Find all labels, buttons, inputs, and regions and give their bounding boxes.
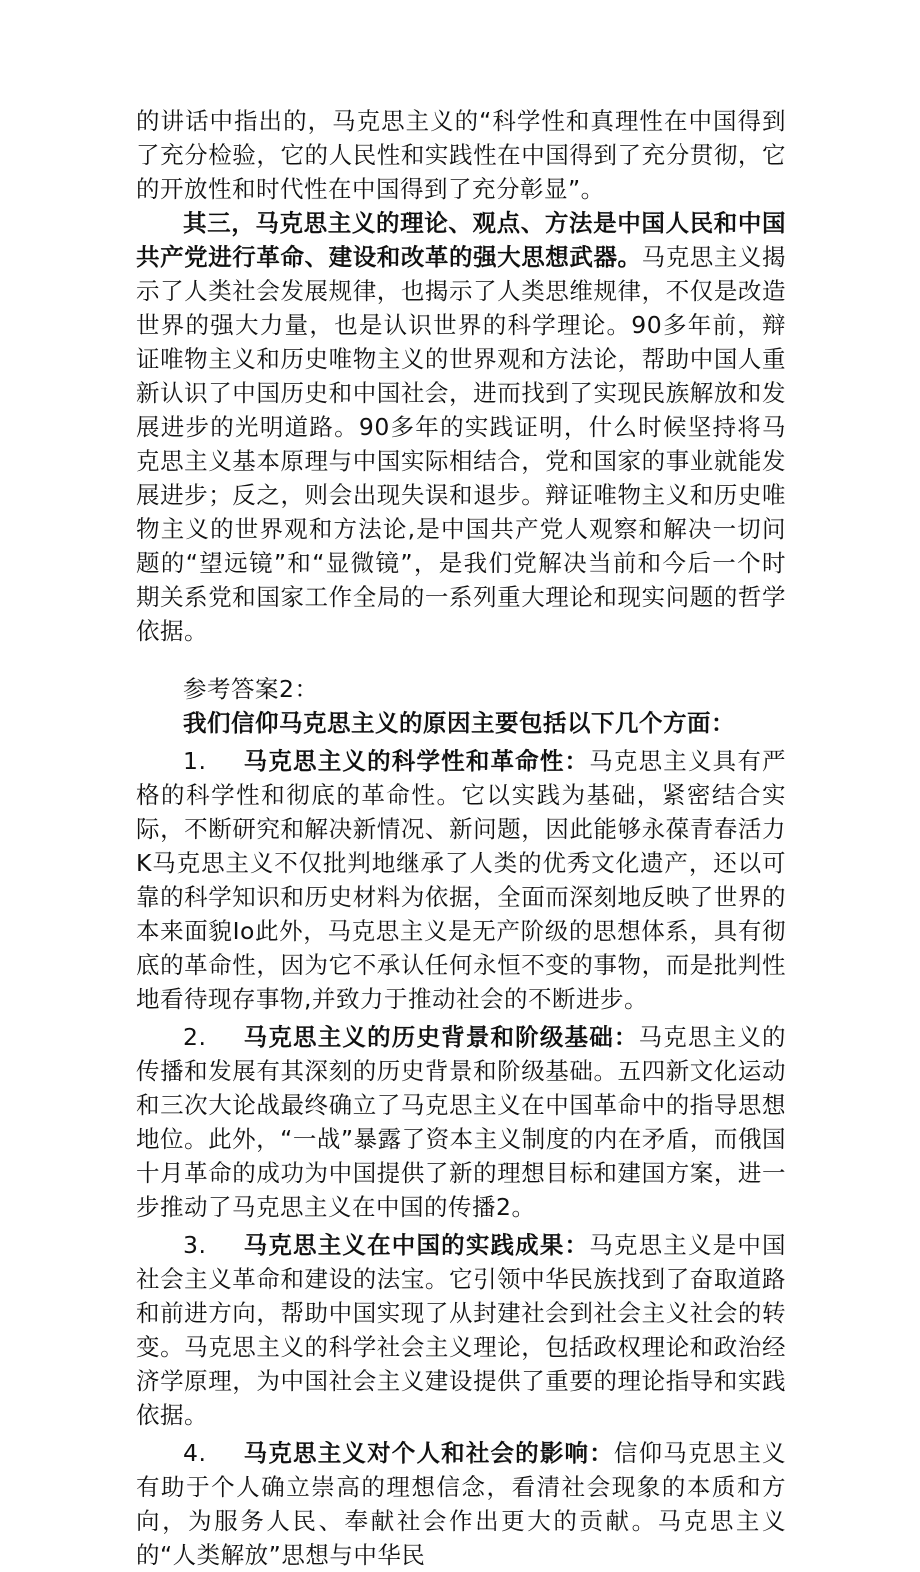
list-item-heading: 马克思主义对个人和社会的影响： [243, 1439, 614, 1467]
list-item-body: 马克思主义具有严格的科学性和彻底的革命性。它以实践为基础，紧密结合实际，不断研究和解决新情况、新问题，因此能够永葆青春活力K马克思主义不仅批判地继承了人类的优秀文化遗产，还以可靠的科学知识和历史材料为依据，全面而深刻地反映了世界的本来面貌Io此外，马克思主义是无产阶级的思想体系，具有彻底的革命性，因为它不承认任何永恒不变的事物，而是批判性地看待现存事物,并致力于推动社会的不断进步。 [136, 747, 787, 1013]
list-item-heading: 马克思主义的历史背景和阶级基础： [243, 1023, 639, 1051]
list-number: 4. [183, 1439, 207, 1467]
list-item-3 [136, 1228, 786, 1432]
list-item-body: 信仰马克思主义有助于个人确立崇高的理想信念，看清社会现象的本质和方向，为服务人民、奉献社会作出更大的贡献。马克思主义的“人类解放”思想与中华民 [136, 1439, 787, 1569]
list-item-heading: 马克思主义的科学性和革命性： [243, 747, 590, 775]
list-item-body: 马克思主义的传播和发展有其深刻的历史背景和阶级基础。五四新文化运动和三次大论战最终确立了马克思主义在中国革命中的指导思想地位。此外，“一战”暴露了资本主义制度的内在矛盾，而俄国十月革命的成功为中国提供了新的理想目标和建国方案，进一步推动了马克思主义在中国的传播2。 [136, 1023, 787, 1221]
list-item-4 [136, 1436, 786, 1572]
list-item-heading: 马克思主义在中国的实践成果： [243, 1231, 590, 1259]
paragraph-gap [136, 648, 786, 672]
paragraph-third-point [136, 206, 786, 648]
list-item-2 [136, 1020, 786, 1224]
answer-label: 参考答案2： [183, 675, 319, 703]
list-item-body: 马克思主义是中国社会主义革命和建设的法宝。它引领中华民族找到了奋取道路和前进方向，帮助中国实现了从封建社会到社会主义社会的转变。马克思主义的科学社会主义理论，包括政权理论和政治经济学原理，为中国社会主义建设提供了重要的理论指导和实践依据。 [136, 1231, 787, 1429]
document-page [136, 104, 786, 1572]
list-item-1 [136, 744, 786, 1016]
list-number: 2. [183, 1023, 207, 1051]
paragraph-continued: 的讲话中指出的，马克思主义的“科学性和真理性在中国得到了充分检验，它的人民性和实践性在中国得到了充分贯彻，它的开放性和时代性在中国得到了充分彰显”。 [136, 107, 786, 203]
answer-intro: 我们信仰马克思主义的原因主要包括以下几个方面： [183, 709, 735, 737]
paragraph-body: 马克思主义揭示了人类社会发展规律，也揭示了人类思维规律，不仅是改造世界的强大力量，也是认识世界的科学理论。90多年前，辩证唯物主义和历史唯物主义的世界观和方法论，帮助中国人重新认识了中国历史和中国社会，进而找到了实现民族解放和发展进步的光明道路。90多年的实践证明，什么时候坚持将马克思主义基本原理与中国实际相结合，党和国家的事业就能发展进步；反之，则会出现失误和退步。辩证唯物主义和历史唯物主义的世界观和方法论,是中国共产党人观察和解决一切问题的“望远镜”和“显微镜”，是我们党解决当前和今后一个时期关系党和国家工作全局的一系列重大理论和现实问题的哲学依据。 [136, 243, 787, 645]
paragraph-heading: 其三，马克思主义的理论、观点、方法是中国人民和中国共产党进行革命、建设和改革的强大思想武器。 [136, 209, 786, 271]
list-number: 1. [183, 747, 207, 775]
list-number: 3. [183, 1231, 207, 1259]
